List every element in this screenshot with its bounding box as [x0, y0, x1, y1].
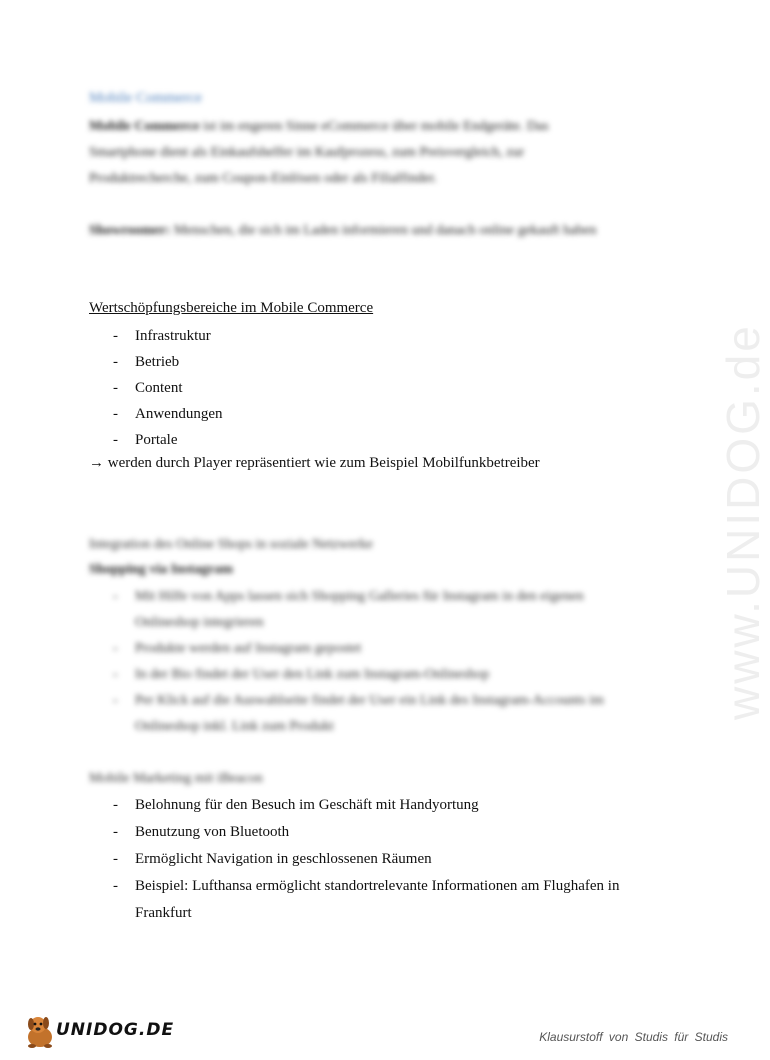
definition-text: ist im engeren Sinne eCommerce über mobile Endgeräte. Das Smartphone dient als Einkaufshelfer im Kaufprozess, zum Preisvergleich, zur Produktrecherche, zum Coupon-Einlösen oder als Filialfinder.	[89, 119, 549, 186]
definition-term: Mobile Commerce	[89, 119, 200, 134]
logo-text: UNIDOG.DE	[56, 1020, 175, 1040]
list-item: - Produkte werden auf Instagram gepostet	[113, 641, 362, 656]
instagram-list	[89, 584, 649, 740]
watermark: www.UNIDOG.de	[717, 323, 769, 720]
section-title-integration: Integration des Online Shops in soziale Netzwerke	[89, 537, 373, 552]
list-item: - Benutzung von Bluetooth	[113, 824, 290, 840]
showroomer-paragraph	[89, 218, 649, 244]
section-title-wertschoepfung: Wertschöpfungsbereiche im Mobile Commerce	[89, 300, 374, 316]
wertschoepfung-list	[89, 323, 222, 453]
ibeacon-list	[89, 792, 649, 927]
section-title-mobile-commerce: Mobile Commerce	[89, 90, 202, 106]
section-title-ibeacon: Mobile Marketing mit iBeacon	[89, 771, 263, 786]
list-item: - Mit Hilfe von Apps lassen sich Shopping Galleries für Instagram in den eigenen Onlineshop integrieren	[113, 589, 584, 630]
list-item: - Portale	[113, 432, 178, 448]
dog-icon	[20, 1012, 60, 1052]
footer-tagline: Klausurstoff von Studis für Studis	[539, 1030, 728, 1044]
list-item: - Per Klick auf die Auswahlseite findet der User ein Link des Instagram-Accounts im Onlineshop inkl. Link zum Produkt	[113, 693, 604, 734]
list-item: - Beispiel: Lufthansa ermöglicht standortrelevante Informationen am Flughafen in Frankfurt	[113, 878, 620, 921]
definition-paragraph	[89, 114, 609, 192]
list-item: - Belohnung für den Besuch im Geschäft mit Handyortung	[113, 797, 479, 813]
conclusion-line	[89, 455, 540, 472]
list-item: - Betrieb	[113, 354, 180, 370]
list-item: - In der Bio findet der User den Link zum Instagram-Onlineshop	[113, 667, 490, 682]
list-item: - Anwendungen	[113, 406, 223, 422]
unidog-logo	[20, 1012, 175, 1052]
subtitle-instagram: Shopping via Instagram	[89, 562, 233, 577]
arrow-right-icon: →	[89, 455, 104, 471]
conclusion-text: werden durch Player repräsentiert wie zum Beispiel Mobilfunkbetreiber	[107, 455, 540, 471]
list-item: - Content	[113, 380, 183, 396]
list-item: - Ermöglicht Navigation in geschlossenen Räumen	[113, 851, 432, 867]
showroomer-text: Menschen, die sich im Laden informieren und danach online gekauft haben	[170, 223, 597, 238]
list-item: - Infrastruktur	[113, 328, 211, 344]
showroomer-term: Showroomer:	[89, 223, 171, 238]
